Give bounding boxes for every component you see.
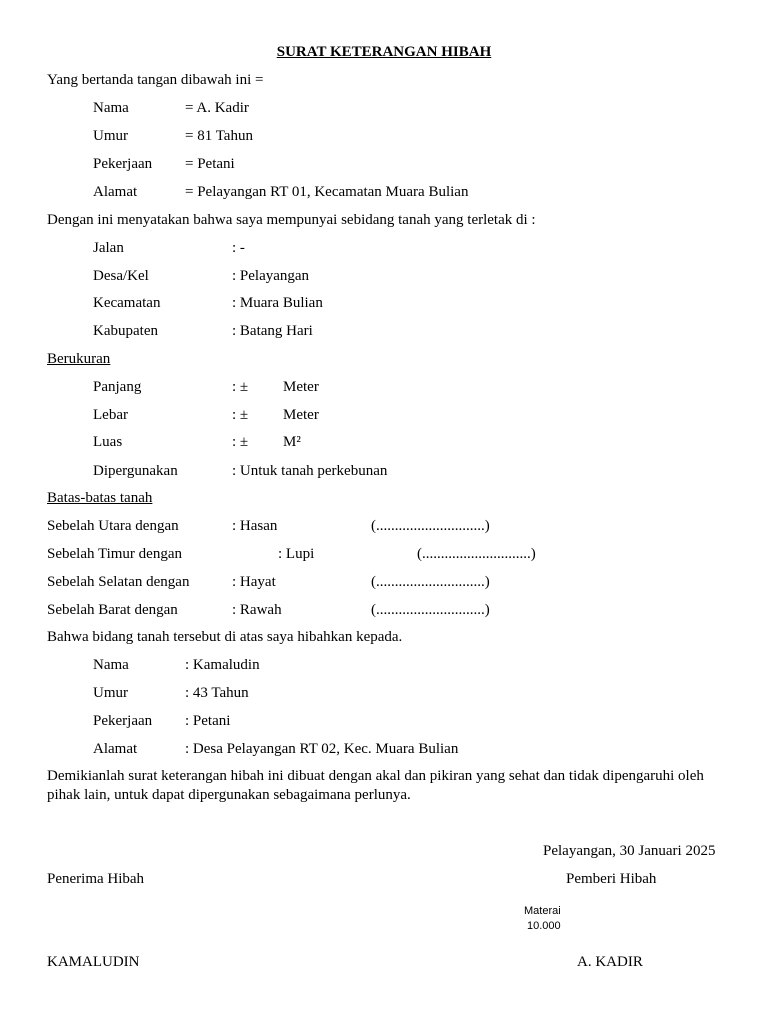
border-west-label: Sebelah Barat dengan — [47, 602, 178, 618]
size-width-unit: Meter — [283, 407, 319, 423]
location-village-label: Desa/Kel — [93, 268, 149, 284]
location-regency-label: Kabupaten — [93, 323, 158, 339]
closing-paragraph: Demikianlah surat keterangan hibah ini dibuat dengan akal dan pikiran yang sehat dan tidak dipengaruhi oleh pihak lain, untuk dapat dipergunakan sebagaimana perlunya. — [47, 768, 704, 803]
size-usage-value: : Untuk tanah perkebunan — [232, 463, 388, 479]
receiver-job-value: : Petani — [185, 713, 231, 729]
size-length-value: : ± — [232, 379, 249, 395]
receiver-job-label: Pekerjaan — [93, 713, 153, 729]
receiver-age-label: Umur — [93, 685, 128, 701]
border-south-sign: (.............................) — [371, 574, 490, 590]
giver-name-label: Nama — [93, 100, 129, 116]
location-regency-value: : Batang Hari — [232, 323, 313, 339]
border-south-label: Sebelah Selatan dengan — [47, 574, 190, 590]
border-east-label: Sebelah Timur dengan — [47, 546, 182, 562]
receiver-title: Penerima Hibah — [47, 871, 145, 887]
receiver-name-value: : Kamaludin — [185, 657, 260, 673]
border-north-name: : Hasan — [232, 518, 278, 534]
receiver-signature-name: KAMALUDIN — [47, 954, 140, 970]
border-south-name: : Hayat — [232, 574, 276, 590]
giver-job-label: Pekerjaan — [93, 156, 153, 172]
location-street-value: : - — [232, 240, 245, 256]
location-district-label: Kecamatan — [93, 295, 161, 311]
giver-name-value: = A. Kadir — [185, 100, 249, 116]
border-east-name: : Lupi — [278, 546, 315, 562]
receiver-address-label: Alamat — [93, 741, 138, 757]
grant-statement: Bahwa bidang tanah tersebut di atas saya hibahkan kepada. — [47, 629, 403, 645]
giver-address-label: Alamat — [93, 184, 138, 200]
giver-address-value: = Pelayangan RT 01, Kecamatan Muara Bulian — [185, 184, 469, 200]
size-area-unit: M² — [283, 434, 301, 450]
size-area-label: Luas — [93, 434, 123, 450]
intro-text: Yang bertanda tangan dibawah ini = — [47, 72, 264, 88]
giver-job-value: = Petani — [185, 156, 235, 172]
receiver-name-label: Nama — [93, 657, 129, 673]
receiver-age-value: : 43 Tahun — [185, 685, 249, 701]
location-village-value: : Pelayangan — [232, 268, 310, 284]
size-width-label: Lebar — [93, 407, 128, 423]
document-title: SURAT KETERANGAN HIBAH — [276, 44, 492, 60]
giver-signature-name: A. KADIR — [577, 954, 643, 970]
giver-title: Pemberi Hibah — [566, 871, 657, 887]
size-width-value: : ± — [232, 407, 249, 423]
location-street-label: Jalan — [93, 240, 124, 256]
stamp-label: Materai — [524, 905, 561, 917]
stamp-amount: 10.000 — [527, 920, 561, 932]
place-date: Pelayangan, 30 Januari 2025 — [543, 843, 716, 859]
giver-age-label: Umur — [93, 128, 128, 144]
border-west-name: : Rawah — [232, 602, 282, 618]
receiver-address-value: : Desa Pelayangan RT 02, Kec. Muara Bulian — [185, 741, 459, 757]
size-area-value: : ± — [232, 434, 249, 450]
location-district-value: : Muara Bulian — [232, 295, 323, 311]
border-north-sign: (.............................) — [371, 518, 490, 534]
statement-text: Dengan ini menyatakan bahwa saya mempunyai sebidang tanah yang terletak di : — [47, 212, 536, 228]
size-length-unit: Meter — [283, 379, 319, 395]
borders-heading: Batas-batas tanah — [47, 490, 153, 506]
border-north-label: Sebelah Utara dengan — [47, 518, 179, 534]
giver-age-value: = 81 Tahun — [185, 128, 253, 144]
size-length-label: Panjang — [93, 379, 142, 395]
size-usage-label: Dipergunakan — [93, 463, 178, 479]
border-east-sign: (.............................) — [417, 546, 536, 562]
border-west-sign: (.............................) — [371, 602, 490, 618]
size-heading: Berukuran — [47, 351, 111, 367]
